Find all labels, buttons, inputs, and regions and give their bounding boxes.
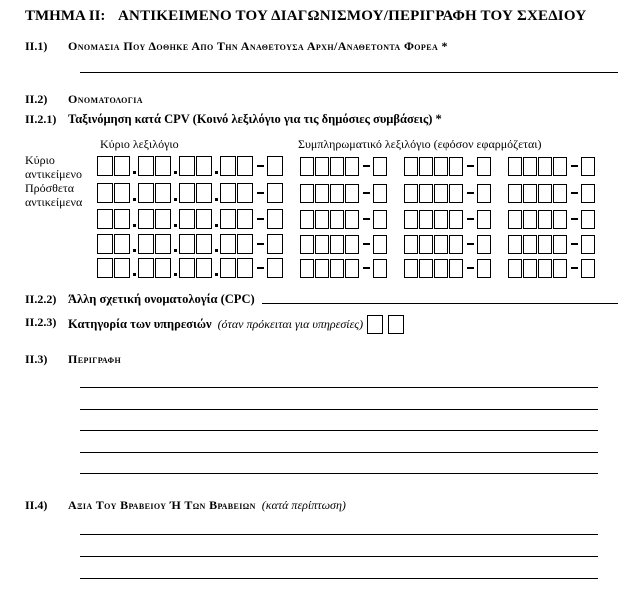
dot-separator-icon <box>215 249 218 252</box>
cpv-digit-box[interactable] <box>179 183 195 203</box>
cpv-supp-digit-box[interactable] <box>330 259 344 278</box>
cpv-supp-digit-box[interactable] <box>404 259 418 278</box>
cpv-digit-box[interactable] <box>114 156 130 176</box>
cpv-supp-digit-box[interactable] <box>419 259 433 278</box>
dash-separator-icon <box>363 243 370 245</box>
cpv-row <box>97 209 596 229</box>
dash-separator-icon <box>467 218 474 220</box>
description-line[interactable] <box>80 452 598 453</box>
prize-value-line[interactable] <box>80 556 598 557</box>
dot-separator-icon <box>133 224 136 227</box>
cpv-digit-box[interactable] <box>97 156 113 176</box>
item-heading: Κατηγορία των υπηρεσιών <box>68 317 212 331</box>
cpv-main-object-label: Κύριο αντικείμενο <box>25 153 82 181</box>
section-label: ΤΜΗΜΑ ΙΙ: <box>25 8 106 24</box>
cpv-digit-box[interactable] <box>97 183 113 203</box>
cpv-supp-digit-box[interactable] <box>523 157 537 176</box>
cpv-row <box>97 156 596 176</box>
item-ii3 <box>0 352 634 370</box>
cpc-fill-line[interactable] <box>262 303 618 304</box>
section-title: ΑΝΤΙΚΕΙΜΕΝΟ ΤΟΥ ΔΙΑΓΩΝΙΣΜΟΥ/ΠΕΡΙΓΡΑΦΗ ΤΟΥ ΣΧΕΔΙΟΥ <box>118 8 587 24</box>
dash-separator-icon <box>363 192 370 194</box>
cpv-digit-box[interactable] <box>196 156 212 176</box>
dash-separator-icon <box>257 243 264 245</box>
cpv-digit-box[interactable] <box>114 234 130 254</box>
cpv-digit-box[interactable] <box>155 234 171 254</box>
cpv-digit-box[interactable] <box>97 209 113 229</box>
item-heading: Αξια Του Βραβειου Ή Των Βραβειων <box>68 498 256 512</box>
item-ii21 <box>0 112 634 130</box>
dot-separator-icon <box>133 171 136 174</box>
cpv-digit-box[interactable] <box>138 183 154 203</box>
item-ii1 <box>0 39 634 57</box>
cpv-digit-box[interactable] <box>220 156 236 176</box>
cpv-supp-digit-box[interactable] <box>345 157 359 176</box>
cpv-supp-check-digit-box[interactable] <box>373 235 387 254</box>
cpv-digit-box[interactable] <box>138 258 154 278</box>
item-number: ΙΙ.4) <box>25 498 48 512</box>
item-note: (κατά περίπτωση) <box>261 498 346 512</box>
item-number: ΙΙ.2.1) <box>25 112 57 126</box>
cpv-digit-box[interactable] <box>114 183 130 203</box>
item-heading: Ταξινόμηση κατά CPV (Κοινό λεξιλόγιο για τις δημόσιες συμβάσεις) * <box>68 112 442 126</box>
cpv-additional-objects-label: Πρόσθετα αντικείμενα <box>25 181 83 209</box>
dash-separator-icon <box>257 192 264 194</box>
dot-separator-icon <box>174 224 177 227</box>
description-line[interactable] <box>80 387 598 388</box>
dot-separator-icon <box>215 273 218 276</box>
cpv-supp-digit-box[interactable] <box>434 184 448 203</box>
cpv-supp-digit-box[interactable] <box>330 184 344 203</box>
cpv-supp-digit-box[interactable] <box>553 157 567 176</box>
item-ii22 <box>0 292 634 310</box>
cpv-supp-digit-box[interactable] <box>553 259 567 278</box>
dash-separator-icon <box>363 165 370 167</box>
cpv-digit-box[interactable] <box>155 258 171 278</box>
dash-separator-icon <box>257 267 264 269</box>
cpv-supp-digit-box[interactable] <box>345 259 359 278</box>
cpv-supp-digit-box[interactable] <box>419 210 433 229</box>
item-heading: Άλλη σχετική ονοματολογία (CPC) <box>68 292 255 306</box>
item-number: ΙΙ.2) <box>25 92 48 106</box>
cpv-digit-box[interactable] <box>220 258 236 278</box>
cpv-supp-digit-box[interactable] <box>434 157 448 176</box>
cpv-supp-check-digit-box[interactable] <box>477 210 491 229</box>
cpv-check-digit-box[interactable] <box>267 156 283 176</box>
cpv-digit-box[interactable] <box>179 156 195 176</box>
item-note: (όταν πρόκειται για υπηρεσίες) <box>217 317 364 331</box>
cpv-supp-check-digit-box[interactable] <box>477 259 491 278</box>
cpv-supp-digit-box[interactable] <box>449 184 463 203</box>
cpv-supp-check-digit-box[interactable] <box>477 157 491 176</box>
cpv-supp-digit-box[interactable] <box>300 157 314 176</box>
cpv-digit-box[interactable] <box>196 209 212 229</box>
dot-separator-icon <box>174 198 177 201</box>
cpv-row <box>97 183 596 203</box>
cpv-supp-check-digit-box[interactable] <box>373 210 387 229</box>
cpv-supp-check-digit-box[interactable] <box>373 184 387 203</box>
cpv-supp-check-digit-box[interactable] <box>581 210 595 229</box>
cpv-supp-digit-box[interactable] <box>508 259 522 278</box>
cpv-digit-box[interactable] <box>155 156 171 176</box>
cpv-supp-check-digit-box[interactable] <box>581 184 595 203</box>
cpv-digit-box[interactable] <box>179 258 195 278</box>
cpv-supp-digit-box[interactable] <box>300 235 314 254</box>
cpv-supp-digit-box[interactable] <box>508 184 522 203</box>
cpv-supp-digit-box[interactable] <box>404 157 418 176</box>
cpv-digit-box[interactable] <box>237 156 253 176</box>
dash-separator-icon <box>257 218 264 220</box>
item-heading: Περιγραφη <box>68 352 122 366</box>
cpv-supp-digit-box[interactable] <box>538 259 552 278</box>
item-ii2 <box>0 92 634 110</box>
cpv-supp-digit-box[interactable] <box>300 259 314 278</box>
item-ii4 <box>0 498 634 516</box>
cpv-supp-check-digit-box[interactable] <box>477 184 491 203</box>
cpv-supp-digit-box[interactable] <box>300 184 314 203</box>
dot-separator-icon <box>174 249 177 252</box>
dash-separator-icon <box>571 218 578 220</box>
item-number: ΙΙ.2.3) <box>25 315 57 329</box>
cpv-supp-digit-box[interactable] <box>523 184 537 203</box>
cpv-digit-box[interactable] <box>196 258 212 278</box>
cpv-supp-digit-box[interactable] <box>434 259 448 278</box>
item-number: ΙΙ.1) <box>25 39 48 53</box>
cpv-supp-digit-box[interactable] <box>434 235 448 254</box>
cpv-supp-digit-box[interactable] <box>345 184 359 203</box>
dash-separator-icon <box>467 165 474 167</box>
cpv-digit-box[interactable] <box>220 183 236 203</box>
dot-separator-icon <box>133 273 136 276</box>
cpv-supp-digit-box[interactable] <box>523 210 537 229</box>
cpv-supp-digit-box[interactable] <box>508 235 522 254</box>
cpv-supp-check-digit-box[interactable] <box>373 157 387 176</box>
cpv-supp-digit-box[interactable] <box>553 184 567 203</box>
cpv-supp-digit-box[interactable] <box>538 157 552 176</box>
dash-separator-icon <box>467 267 474 269</box>
cpv-supp-check-digit-box[interactable] <box>581 259 595 278</box>
dash-separator-icon <box>363 267 370 269</box>
cpv-digit-box[interactable] <box>220 209 236 229</box>
cpv-supp-digit-box[interactable] <box>404 184 418 203</box>
dash-separator-icon <box>257 165 264 167</box>
prize-value-line[interactable] <box>80 534 598 535</box>
item-number: ΙΙ.2.2) <box>25 292 57 306</box>
cpv-digit-box[interactable] <box>179 234 195 254</box>
cpv-main-vocab-header: Κύριο λεξιλόγιο <box>100 137 179 151</box>
cpv-digit-box[interactable] <box>237 258 253 278</box>
cpv-supp-digit-box[interactable] <box>508 210 522 229</box>
item-heading: Ονομασια Που Δοθηκε Απο Την Αναθετουσα Αρχη/Αναθετοντα Φορεα * <box>68 39 448 53</box>
cpv-supp-digit-box[interactable] <box>419 157 433 176</box>
cpv-supp-check-digit-box[interactable] <box>581 235 595 254</box>
cpv-supp-digit-box[interactable] <box>330 235 344 254</box>
cpv-digit-box[interactable] <box>97 258 113 278</box>
cpv-digit-box[interactable] <box>220 234 236 254</box>
dash-separator-icon <box>571 192 578 194</box>
cpv-digit-box[interactable] <box>196 183 212 203</box>
cpv-check-digit-box[interactable] <box>267 258 283 278</box>
cpv-row <box>97 234 596 254</box>
cpv-supp-check-digit-box[interactable] <box>373 259 387 278</box>
dash-separator-icon <box>571 165 578 167</box>
description-line[interactable] <box>80 473 598 474</box>
item-heading: Ονοματολογια <box>68 92 143 106</box>
dot-separator-icon <box>174 273 177 276</box>
dot-separator-icon <box>133 198 136 201</box>
dot-separator-icon <box>215 198 218 201</box>
cpv-supp-digit-box[interactable] <box>553 210 567 229</box>
cpv-supp-digit-box[interactable] <box>345 235 359 254</box>
section-header <box>0 8 634 30</box>
service-category-box[interactable] <box>388 315 404 334</box>
cpv-supp-vocab-header: Συμπληρωματικό λεξιλόγιο (εφόσον εφαρμόζεται) <box>298 137 542 151</box>
cpv-supp-digit-box[interactable] <box>523 235 537 254</box>
cpv-digit-box[interactable] <box>97 234 113 254</box>
cpv-digit-box[interactable] <box>155 209 171 229</box>
dash-separator-icon <box>363 218 370 220</box>
cpv-digit-box[interactable] <box>114 258 130 278</box>
cpv-check-digit-box[interactable] <box>267 183 283 203</box>
cpv-supp-digit-box[interactable] <box>315 259 329 278</box>
dash-separator-icon <box>467 243 474 245</box>
dot-separator-icon <box>215 224 218 227</box>
cpv-digit-box[interactable] <box>138 209 154 229</box>
cpv-check-digit-box[interactable] <box>267 234 283 254</box>
cpv-supp-digit-box[interactable] <box>419 235 433 254</box>
cpv-digit-box[interactable] <box>138 234 154 254</box>
cpv-supp-digit-box[interactable] <box>330 157 344 176</box>
dot-separator-icon <box>215 171 218 174</box>
dash-separator-icon <box>467 192 474 194</box>
name-fill-line[interactable] <box>80 72 618 73</box>
cpv-digit-box[interactable] <box>237 209 253 229</box>
cpv-supp-digit-box[interactable] <box>345 210 359 229</box>
cpv-supp-digit-box[interactable] <box>538 184 552 203</box>
cpv-supp-digit-box[interactable] <box>449 157 463 176</box>
cpv-digit-box[interactable] <box>237 234 253 254</box>
dot-separator-icon <box>133 249 136 252</box>
dot-separator-icon <box>174 171 177 174</box>
cpv-digit-box[interactable] <box>114 209 130 229</box>
dash-separator-icon <box>571 267 578 269</box>
cpv-supp-digit-box[interactable] <box>508 157 522 176</box>
cpv-supp-digit-box[interactable] <box>315 210 329 229</box>
cpv-check-digit-box[interactable] <box>267 209 283 229</box>
cpv-supp-digit-box[interactable] <box>553 235 567 254</box>
item-ii23 <box>0 315 634 333</box>
cpv-supp-digit-box[interactable] <box>538 235 552 254</box>
cpv-digit-box[interactable] <box>155 183 171 203</box>
cpv-digit-box[interactable] <box>179 209 195 229</box>
cpv-supp-digit-box[interactable] <box>315 157 329 176</box>
cpv-digit-box[interactable] <box>237 183 253 203</box>
service-category-box[interactable] <box>367 315 383 334</box>
cpv-supp-digit-box[interactable] <box>315 184 329 203</box>
cpv-supp-check-digit-box[interactable] <box>581 157 595 176</box>
cpv-supp-digit-box[interactable] <box>330 210 344 229</box>
cpv-supp-digit-box[interactable] <box>449 235 463 254</box>
cpv-supp-digit-box[interactable] <box>300 210 314 229</box>
dash-separator-icon <box>571 243 578 245</box>
description-line[interactable] <box>80 409 598 410</box>
cpv-digit-box[interactable] <box>138 156 154 176</box>
cpv-supp-check-digit-box[interactable] <box>477 235 491 254</box>
cpv-supp-digit-box[interactable] <box>315 235 329 254</box>
prize-value-line[interactable] <box>80 578 598 579</box>
cpv-supp-digit-box[interactable] <box>404 235 418 254</box>
cpv-digit-box[interactable] <box>196 234 212 254</box>
cpv-row <box>97 258 596 278</box>
cpv-supp-digit-box[interactable] <box>449 210 463 229</box>
cpv-supp-digit-box[interactable] <box>523 259 537 278</box>
cpv-supp-digit-box[interactable] <box>449 259 463 278</box>
cpv-supp-digit-box[interactable] <box>419 184 433 203</box>
description-line[interactable] <box>80 430 598 431</box>
cpv-supp-digit-box[interactable] <box>404 210 418 229</box>
cpv-supp-digit-box[interactable] <box>538 210 552 229</box>
item-number: ΙΙ.3) <box>25 352 48 366</box>
cpv-supp-digit-box[interactable] <box>434 210 448 229</box>
